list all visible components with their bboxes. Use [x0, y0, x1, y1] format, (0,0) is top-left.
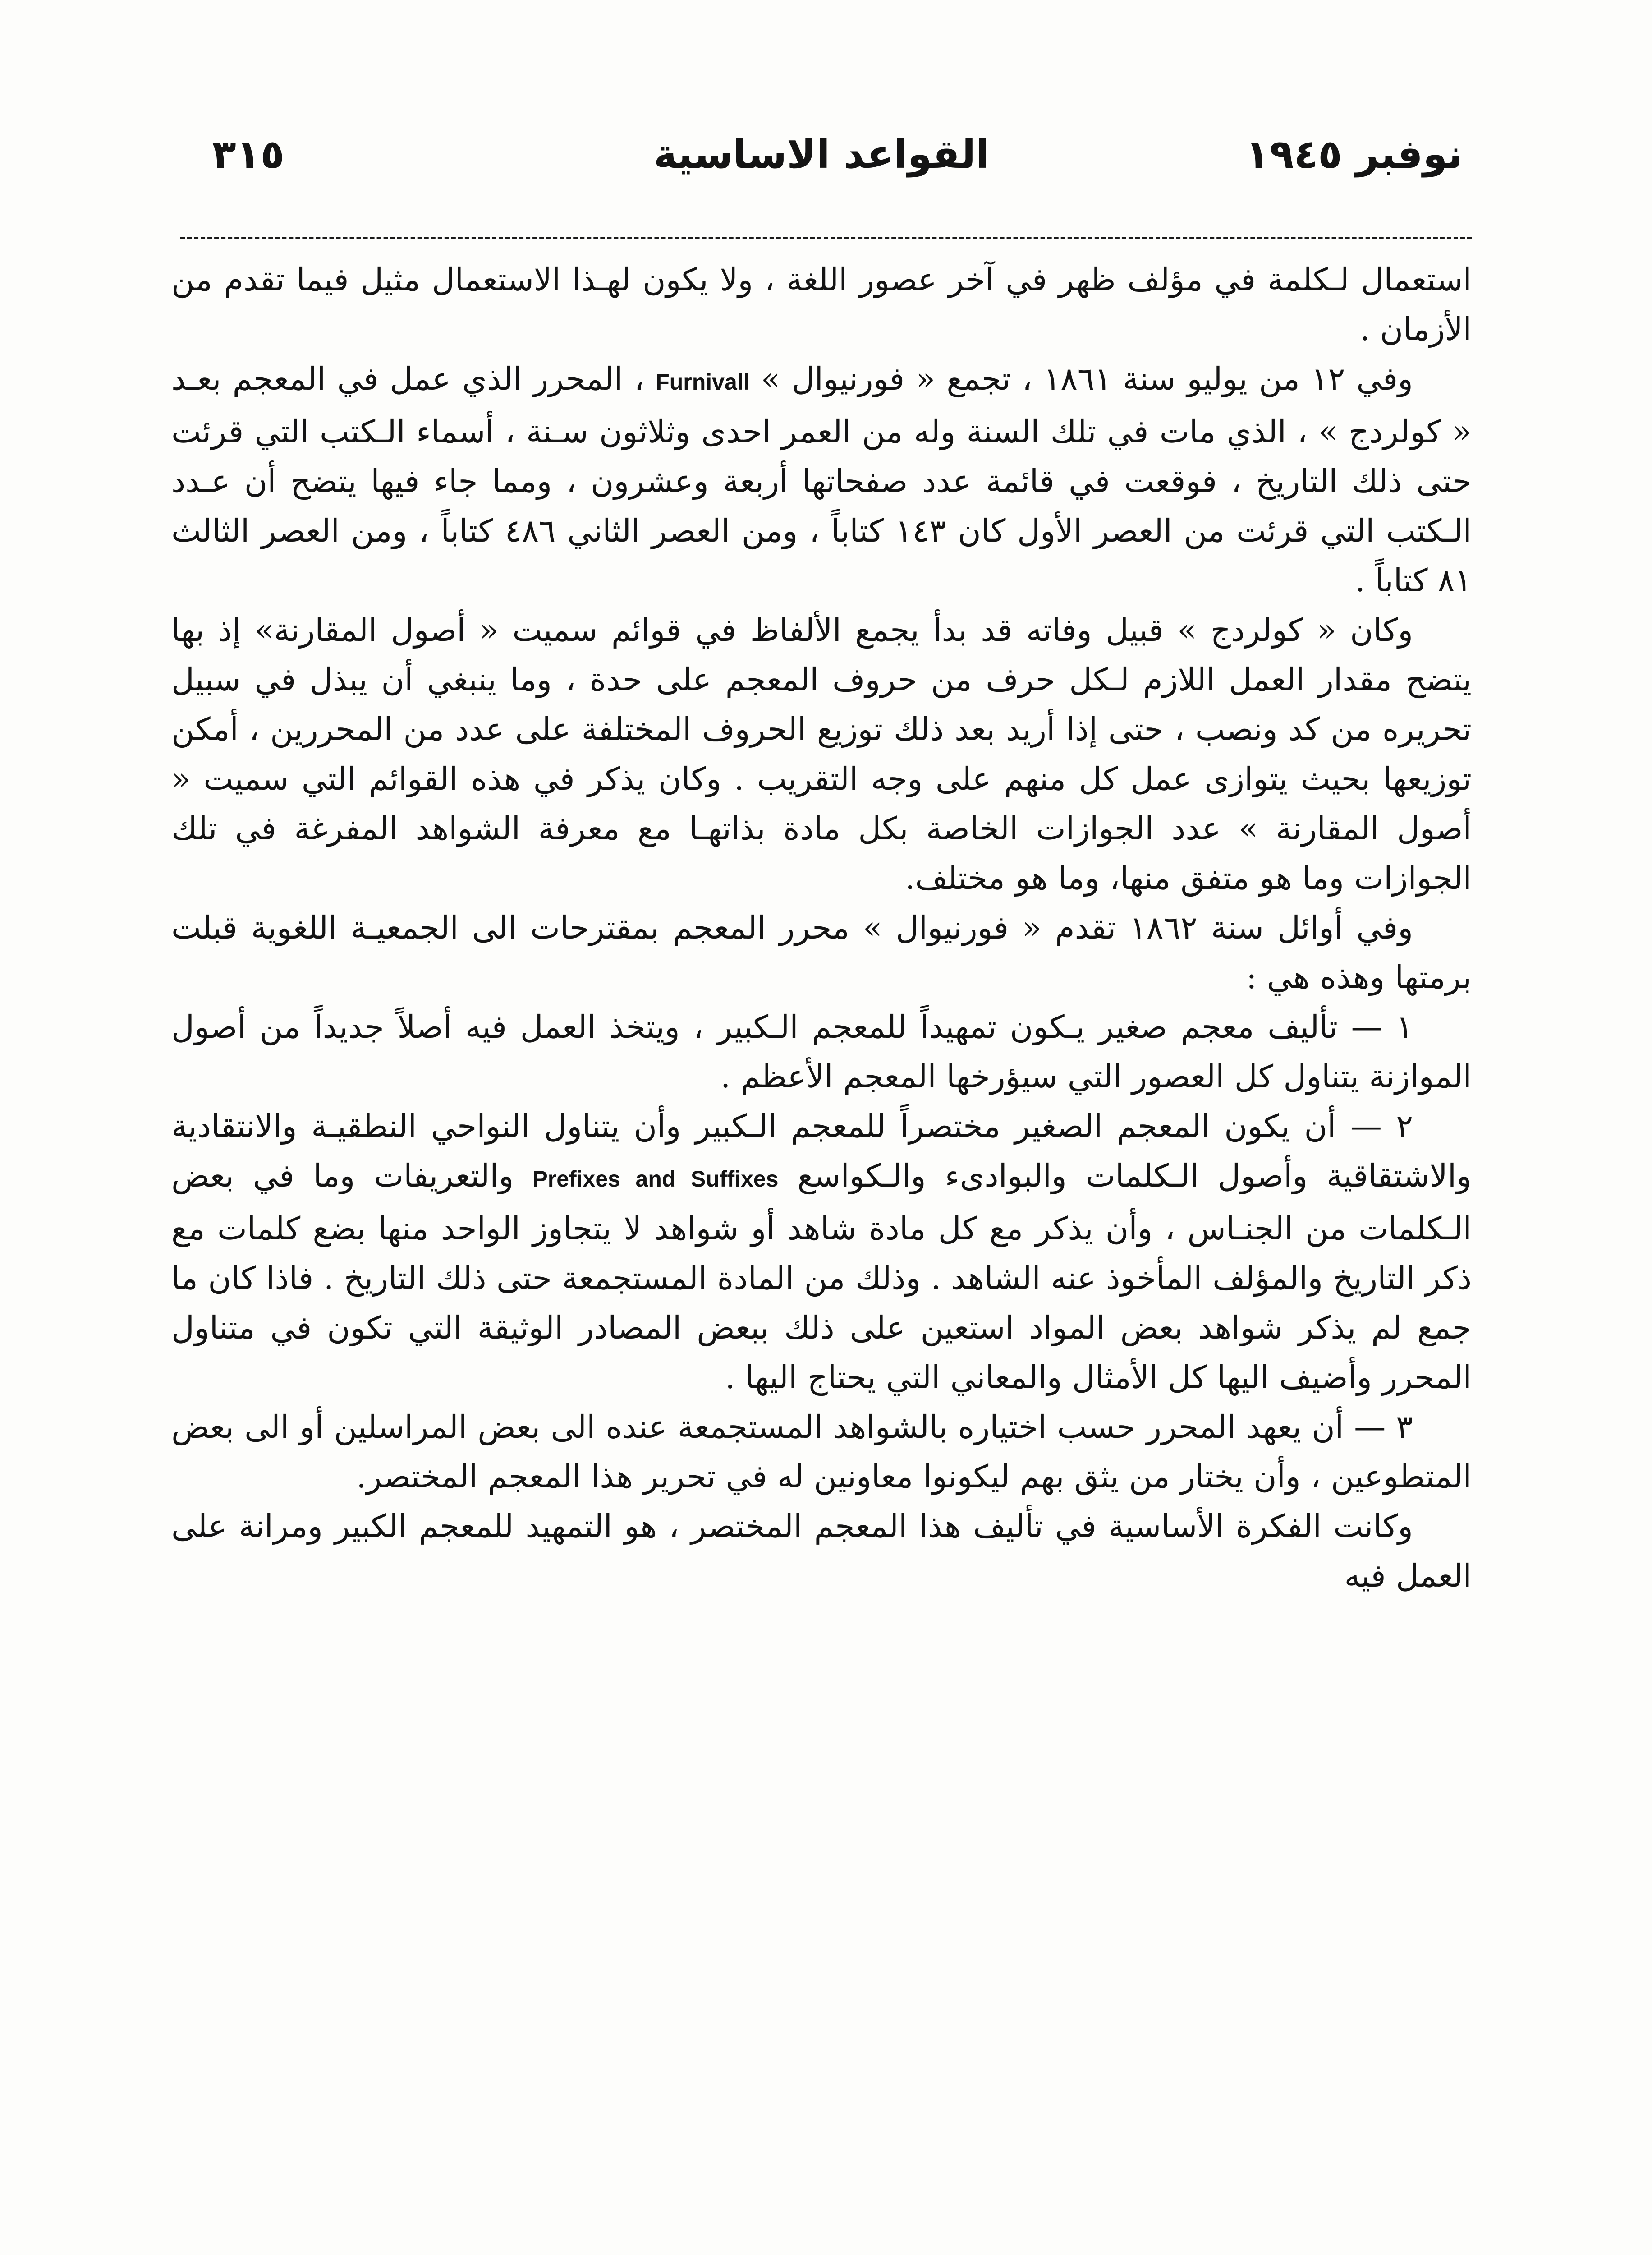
paragraph-basic-idea: وكانت الفكرة الأساسية في تأليف هذا المعجم المختصر ، هو التمهيد للمعجم الكبير ومرانة على العمل فيه	[171, 1508, 1472, 1594]
list-item-2-text-start: ٢ — أن يكون المعجم الصغير مختصراً للمعجم الـكبير وأن يتناول النواحي النطقيـة والانتقادية والاشتقاقية وأصول الـكلمات والبوادىء والـكواسع	[171, 1108, 1472, 1194]
paragraph-furnivall-1861	[171, 354, 1472, 605]
latin-term-furnivall: Furnivall	[656, 369, 750, 395]
list-item-1: ١ — تأليف معجم صغير يـكون تمهيداً للمعجم الـكبير ، ويتخذ العمل فيه أصلاً جديداً من أصول الموازنة يتناول كل العصور التي سيؤرخها المعجم الأعظم .	[171, 1008, 1472, 1095]
list-item-2-text-end: والتعريفات وما في بعض الـكلمات من الجنـاس ، وأن يذكر مع كل مادة شاهد أو شواهد لا يتجاوز الواحد منها بضع كلمات مع ذكر التاريخ والمؤلف المأخوذ عنه الشاهد . وذلك من المادة المستجمعة حتى ذلك التاريخ . فاذا كان ما جمع لم يذكر شواهد بعض المواد استعين على ذلك ببعض المصادر الوثيقة التي تكون في متناول المحرر وأضيف اليها كل الأمثال والمعاني التي يحتاج اليها .	[171, 1157, 1472, 1396]
paragraph-proposals-1862: وفي أوائل سنة ١٨٦٢ تقدم « فورنيوال » محرر المعجم بمقترحات الى الجمعيـة اللغوية قبلت برمتها وهذه هي :	[171, 909, 1472, 996]
page-body	[171, 255, 1472, 1601]
page-number: ٣١٥	[212, 131, 285, 177]
latin-term-prefixes-suffixes: Prefixes and Suffixes	[532, 1166, 779, 1192]
running-title: القواعد الاساسية	[653, 131, 990, 177]
list-item-2	[171, 1101, 1472, 1402]
header-divider	[180, 237, 1472, 239]
paragraph-continued: استعمال لـكلمة في مؤلف ظهر في آخر عصور اللغة ، ولا يكون لهـذا الاستعمال مثيل فيما تقدم من الأزمان .	[171, 261, 1472, 348]
header-date: نوفبر ١٩٤٥	[1245, 131, 1463, 177]
paragraph-text-start: وفي ١٢ من يوليو سنة ١٨٦١ ، تجمع « فورنيوال »	[761, 360, 1413, 397]
paragraph-coleridge: وكان « كولردج » قبيل وفاته قد بدأ يجمع الألفاظ في قوائم سميت « أصول المقارنة» إذ بها يتضح مقدار العمل اللازم لـكل حرف من حروف المعجم على حدة ، وما ينبغي أن يبذل في سبيل تحريره من كد ونصب ، حتى إذا أريد بعد ذلك توزيع الحروف المختلفة على عدد من المحررين ، أمكن توزيعها بحيث يتوازى عمل كل منهم على وجه التقريب . وكان يذكر في هذه القوائم التي سميت « أصول المقارنة » عدد الجوازات الخاصة بكل مادة بذاتهـا مع معرفة الشواهد المفرغة في تلك الجوازات وما هو متفق منها، وما هو مختلف.	[171, 612, 1472, 897]
paragraph-text-end: ، المحرر الذي عمل في المعجم بعـد « كولردج » ، الذي مات في تلك السنة وله من العمر احدى وثلاثون سـنة ، أسماء الـكتب التي قرئت حتى ذلك التاريخ ، فوقعت في قائمة عدد صفحاتها أربعة وعشرون ، ومما جاء فيها يتضح أن عـدد الـكتب التي قرئت من العصر الأول كان ١٤٣ كتاباً ، ومن العصر الثاني ٤٨٦ كتاباً ، ومن العصر الثالث ٨١ كتاباً .	[171, 360, 1472, 599]
list-item-3: ٣ — أن يعهد المحرر حسب اختياره بالشواهد المستجمعة عنده الى بعض المراسلين أو الى بعض المتطوعين ، وأن يختار من يثق بهم ليكونوا معاونين له في تحرير هذا المعجم المختصر.	[171, 1408, 1472, 1495]
page-header	[180, 131, 1463, 198]
